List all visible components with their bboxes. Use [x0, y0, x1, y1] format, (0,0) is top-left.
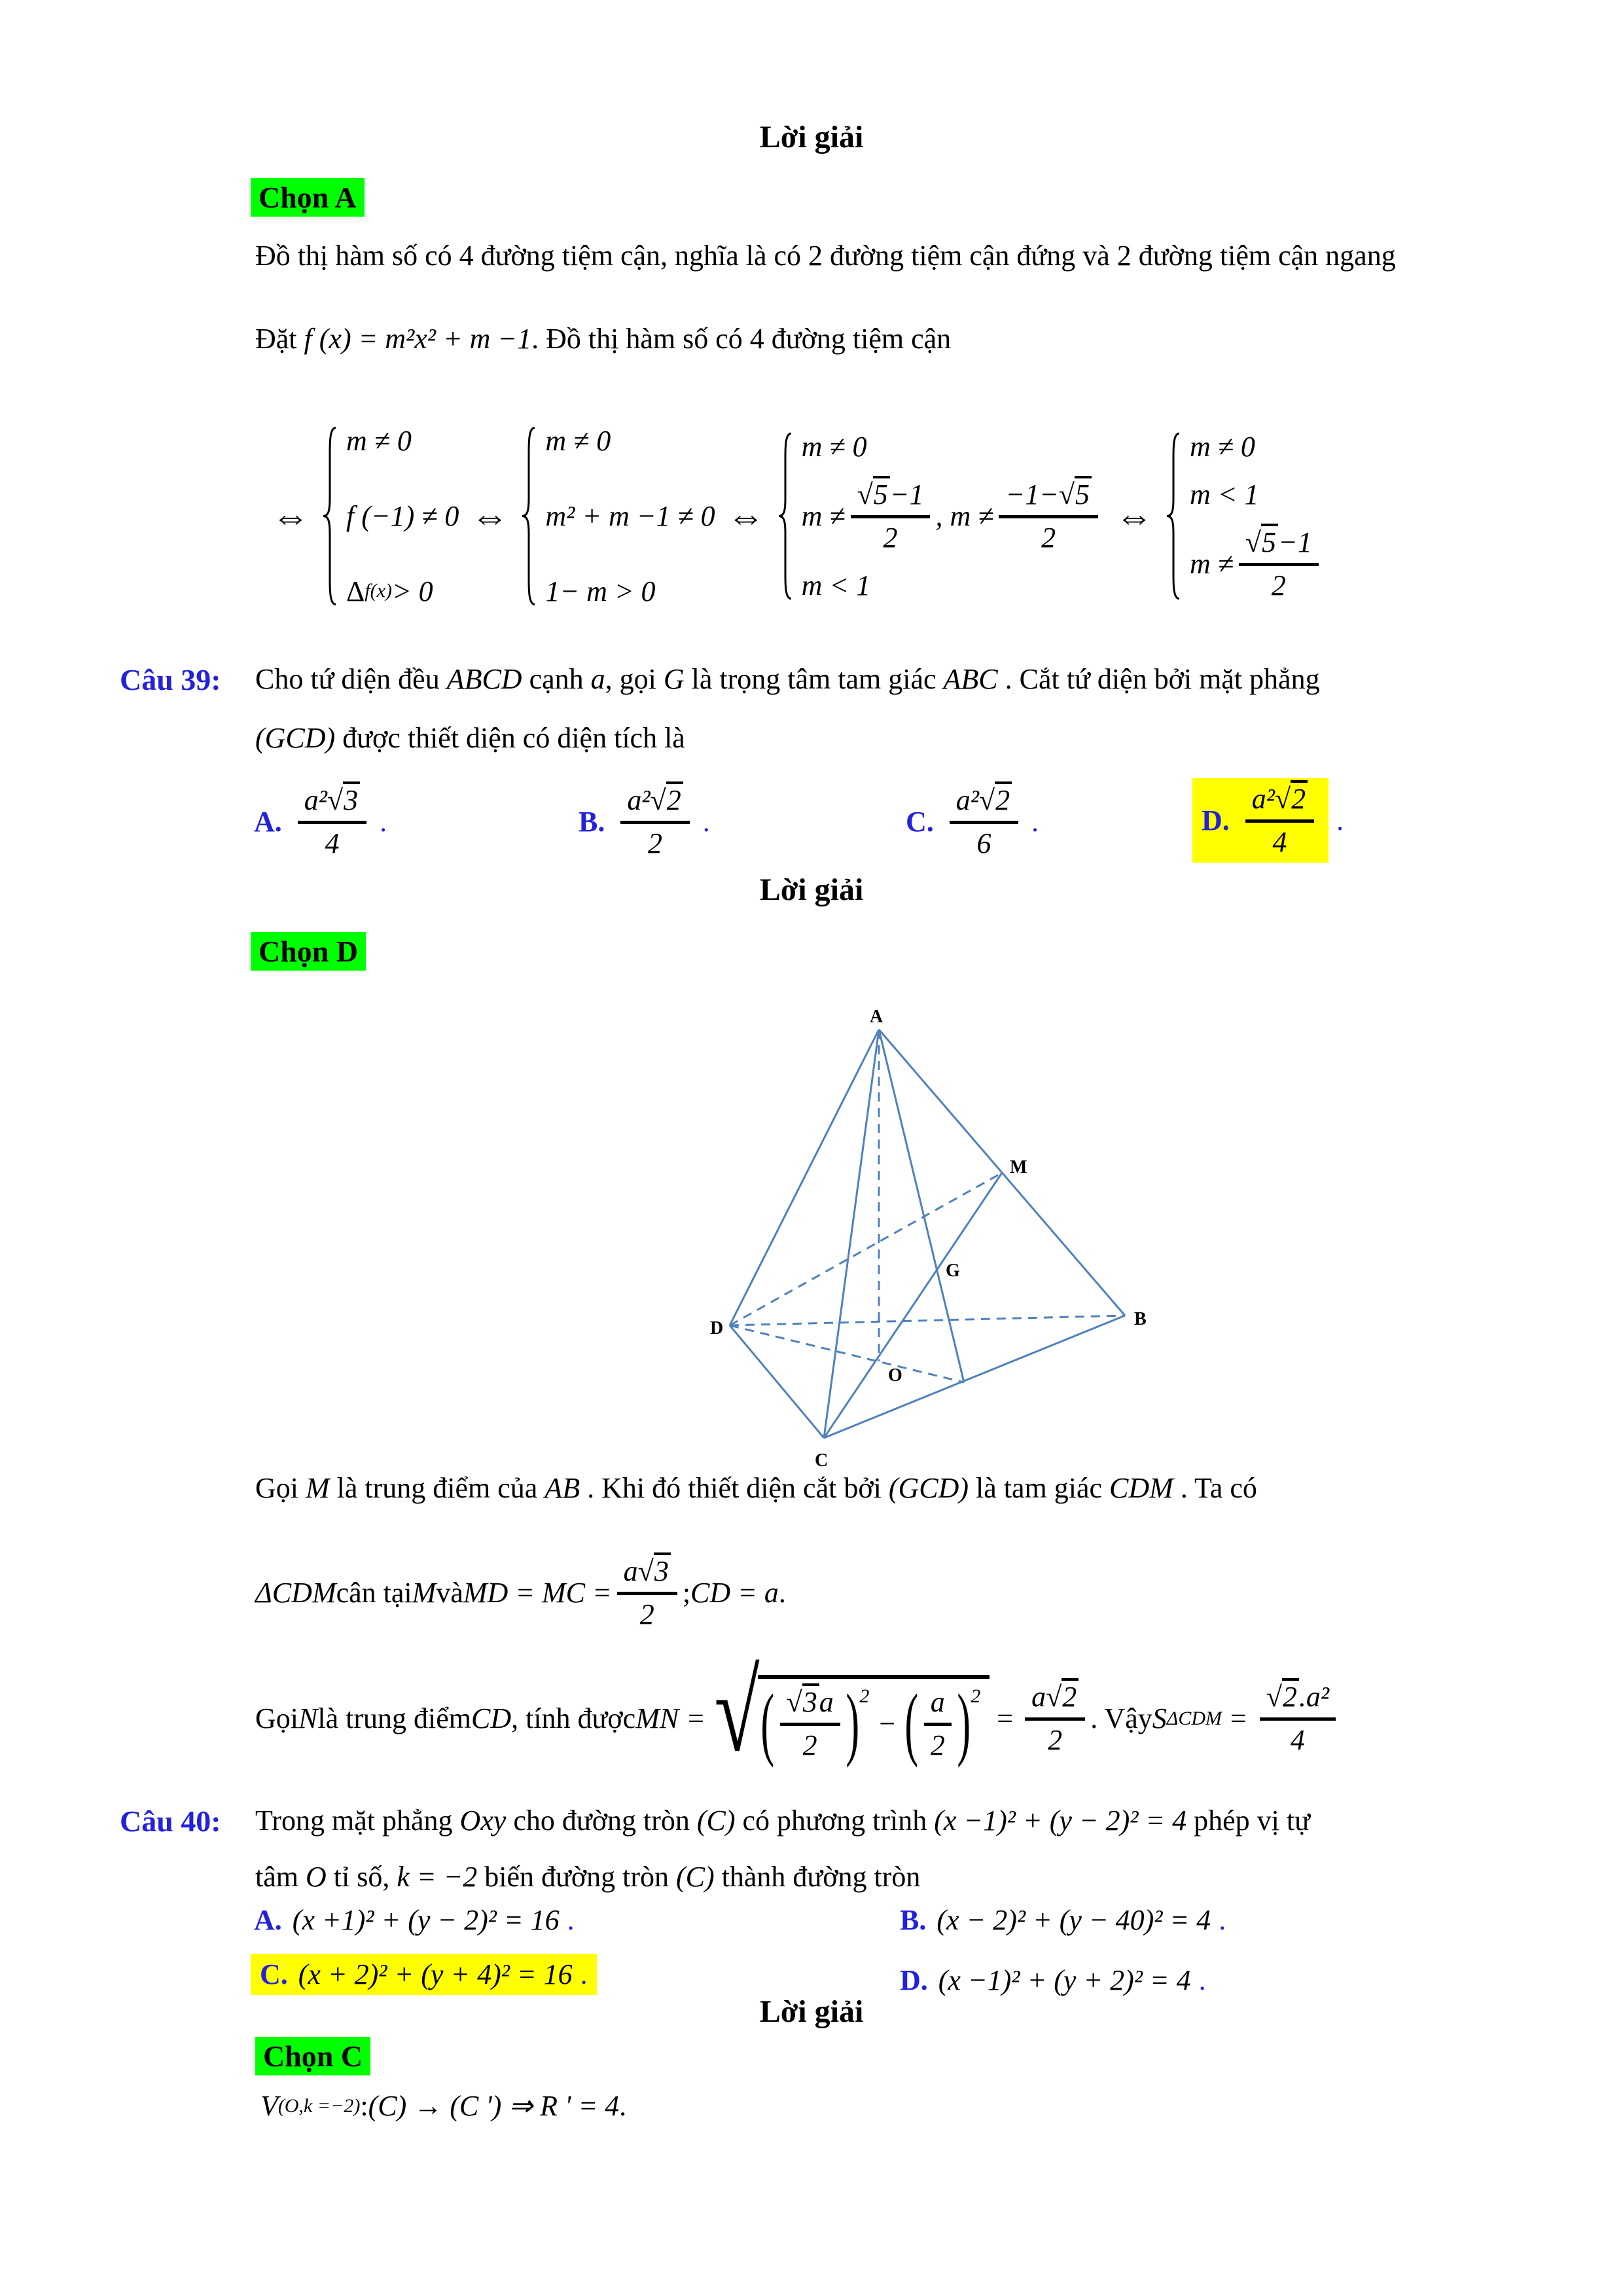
vertex-label-o: O — [888, 1365, 902, 1386]
big-radical: √ ( √3 a 2 ) 2 − ( a 2 ) 2 — [705, 1675, 990, 1762]
q38-substitution-line: Đặt f (x) = m²x² + m −1. Đồ thị hàm số có 4 đường tiệm cận — [255, 323, 952, 355]
system-1: m ≠ 0 f (−1) ≠ 0 Δ f(x) > 0 — [321, 424, 459, 608]
solution-heading-3: Lời giải — [759, 1994, 864, 2029]
vertex-label-d: D — [710, 1318, 724, 1338]
q40-option-d: D. (x −1)² + (y + 2)² = 4 . — [900, 1964, 1206, 1996]
question-40-line1: Trong mặt phẳng Oxy cho đường tròn (C) có phương trình (x −1)² + (y − 2)² = 4 phép vị tự — [255, 1804, 1310, 1837]
answer-highlight: D. a² √2 4 — [1192, 778, 1329, 863]
q40-solution-line: V (O,k =−2) : (C) → (C ') ⇒ R ' = 4 . — [260, 2090, 627, 2122]
solution-heading-2: Lời giải — [759, 872, 864, 907]
fraction: √3 a 2 — [780, 1685, 840, 1762]
q39-option-d-correct: D. a² √2 4 . — [1192, 771, 1344, 869]
chosen-answer-c: Chọn C — [255, 2037, 370, 2075]
chosen-answer-d: Chọn D — [251, 932, 366, 971]
q39-option-c: C. a² √2 6 . — [906, 776, 1039, 867]
question-39-line1: Cho tứ diện đều ABCD cạnh a, gọi G là trọng tâm tam giác ABC . Cắt tứ diện bởi mặt phẳng — [255, 663, 1320, 695]
fraction: a² √2 6 — [950, 783, 1018, 860]
fraction: −1− √5 2 — [999, 478, 1098, 554]
iff-symbol: ⇔ — [471, 494, 509, 537]
q39-triangle-line: ΔCDM cân tại M và MD = MC = a √3 2 ; CD = a . — [255, 1543, 786, 1641]
q39-option-b: B. a² √2 2 . — [579, 776, 710, 867]
q38-equivalence-chain — [272, 391, 1324, 640]
q39-option-a: A. a² √3 4 . — [254, 776, 387, 867]
fraction: a √2 2 — [1025, 1680, 1085, 1757]
vertex-label-b: B — [1134, 1309, 1147, 1329]
iff-symbol: ⇔ — [1115, 494, 1153, 537]
question-39-line2: (GCD) được thiết diện có diện tích là — [255, 722, 685, 754]
fx-definition: f (x) = m²x² + m −1 — [304, 323, 532, 355]
fraction: a² √2 2 — [620, 783, 689, 860]
vertex-label-c: C — [815, 1450, 829, 1471]
fraction: a √3 2 — [617, 1554, 677, 1631]
left-brace-icon — [1165, 430, 1181, 602]
vertex-label-a: A — [870, 1007, 883, 1027]
tall-paren-close: ) — [957, 1678, 971, 1769]
left-brace-icon — [520, 424, 536, 608]
iff-symbol: ⇔ — [726, 494, 765, 537]
vertex-label-g: G — [946, 1261, 960, 1281]
left-brace-icon — [321, 424, 337, 608]
q39-solution-paragraph: Gọi M là trung điểm của AB . Khi đó thiết diện cắt bởi (GCD) là tam giác CDM . Ta có — [255, 1472, 1257, 1504]
question-40-label: Câu 40: — [120, 1804, 221, 1838]
question-40-line2: tâm O tỉ số, k = −2 biến đường tròn (C) thành đường tròn — [255, 1861, 921, 1893]
fraction: a 2 — [924, 1685, 952, 1762]
fraction: a² √2 4 — [1245, 782, 1314, 859]
q40-option-b: B. (x − 2)² + (y − 40)² = 4 . — [900, 1904, 1226, 1936]
q40-option-a: A. (x +1)² + (y − 2)² = 16 . — [254, 1904, 575, 1936]
fraction: √5 −1 2 — [851, 478, 931, 554]
fraction: √5 −1 2 — [1239, 526, 1319, 602]
system-4: m ≠ 0 m < 1 m ≠ √5 −1 2 — [1165, 430, 1324, 602]
tall-paren-open: ( — [904, 1678, 919, 1769]
system-2: m ≠ 0 m² + m −1 ≠ 0 1− m > 0 — [520, 424, 715, 608]
solid-edges — [730, 1030, 1125, 1438]
fraction: √2 .a² 4 — [1260, 1680, 1336, 1757]
q40-option-c-correct — [251, 1954, 597, 1995]
solution-heading-1: Lời giải — [759, 120, 864, 154]
tall-paren-close: ) — [846, 1678, 859, 1769]
fraction: a² √3 4 — [298, 783, 366, 860]
q38-paragraph: Đồ thị hàm số có 4 đường tiệm cận, nghĩa là có 2 đường tiệm cận đứng và 2 đường tiệm cận ngang — [255, 240, 1396, 272]
radical-sign: √ — [714, 1648, 760, 1776]
tall-paren-open: ( — [760, 1678, 775, 1769]
answer-highlight: C. (x + 2)² + (y + 4)² = 16 . — [251, 1954, 597, 1995]
chosen-answer-a: Chọn A — [251, 178, 365, 217]
vertex-label-m: M — [1010, 1157, 1027, 1177]
iff-symbol: ⇔ — [272, 494, 310, 537]
tetrahedron-figure — [710, 1007, 1155, 1475]
q39-mn-line: Gọi N là trung điểm CD , tính được MN = √ ( √3 a 2 ) 2 − ( a 2 ) 2 = a √2 2 . Vậy S ΔCDM = √2 .a² 4 — [255, 1655, 1341, 1782]
question-39-label: Câu 39: — [120, 663, 221, 696]
left-brace-icon — [777, 430, 793, 602]
system-3: m ≠ 0 m ≠ √5 −1 2 , m ≠ −1− √5 2 m < 1 — [777, 430, 1103, 602]
